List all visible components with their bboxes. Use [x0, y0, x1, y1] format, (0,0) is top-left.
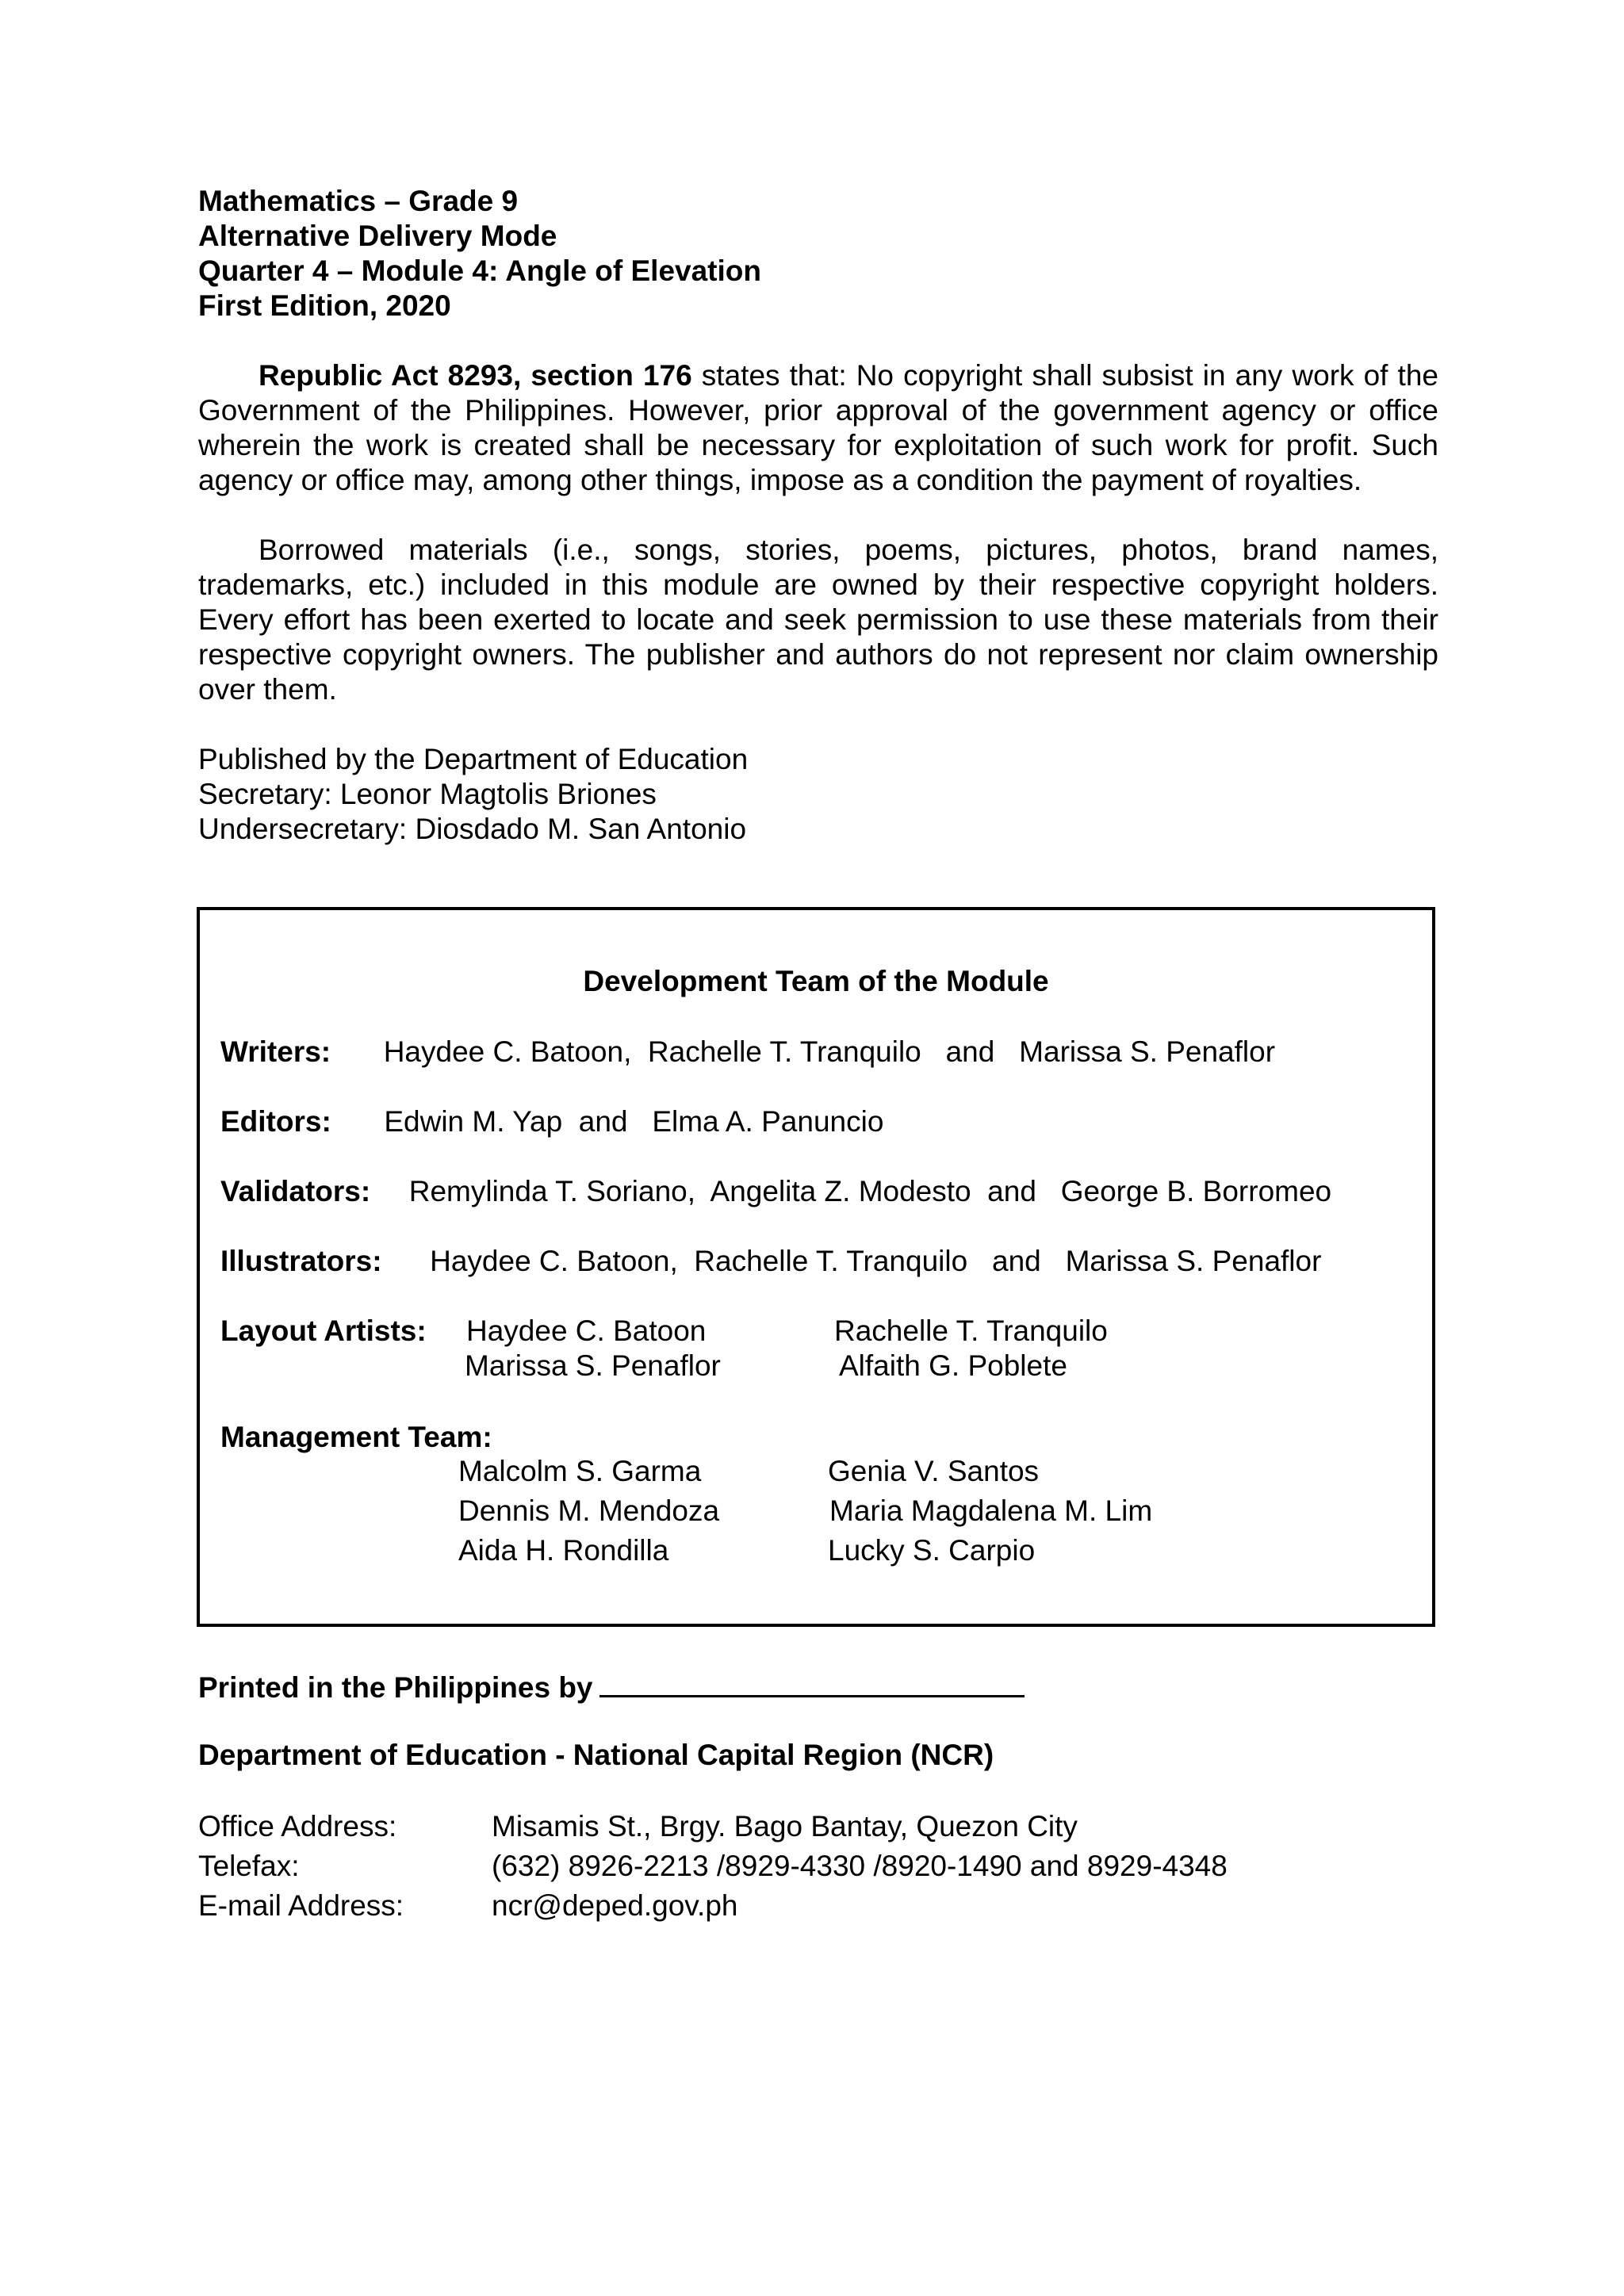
layout-artist: Marissa S. Penaflor	[465, 1349, 721, 1382]
publisher-line: Published by the Department of Education	[198, 743, 749, 775]
email-label: E-mail Address:	[198, 1889, 404, 1922]
validators-label: Validators:	[220, 1175, 371, 1207]
header-module: Quarter 4 – Module 4: Angle of Elevation	[198, 254, 761, 287]
development-team-box	[197, 907, 1435, 1627]
writers-row	[220, 1035, 1275, 1070]
validators-names: Remylinda T. Soriano, Angelita Z. Modesto and George B. Borromeo	[408, 1175, 1332, 1207]
illustrators-names: Haydee C. Batoon, Rachelle T. Tranquilo and Marissa S. Penaflor	[430, 1245, 1322, 1277]
header-subject: Mathematics – Grade 9	[198, 185, 519, 217]
spacer	[198, 498, 1438, 533]
layout-artist: Haydee C. Batoon	[466, 1314, 707, 1347]
office-address-value: Misamis St., Brgy. Bago Bantay, Quezon City	[492, 1810, 1078, 1843]
spacer	[198, 707, 1438, 742]
document-body	[198, 184, 1438, 847]
telefax-row	[198, 1849, 1388, 1888]
printed-by-line	[198, 1668, 1025, 1705]
management-member: Maria Magdalena M. Lim	[829, 1494, 1153, 1527]
illustrators-label: Illustrators:	[220, 1245, 382, 1277]
management-team-label: Management Team:	[220, 1421, 492, 1453]
management-member: Lucky S. Carpio	[828, 1534, 1036, 1567]
ncr-title: Department of Education - National Capital Region (NCR)	[198, 1739, 994, 1771]
management-member: Malcolm S. Garma	[458, 1455, 702, 1487]
copyright-text: states that: No copyright shall subsist in any work of the Government of the Philippines. However, prior approval of the government agency or office wherein the work is created shall be necessary for exploitation of such work for profit. Such agency or office may, among other things, impose as a condition the payment of royalties.	[198, 359, 1438, 496]
layout-artist: Rachelle T. Tranquilo	[834, 1314, 1108, 1347]
header-edition: First Edition, 2020	[198, 289, 451, 322]
telefax-label: Telefax:	[198, 1850, 300, 1882]
writers-label: Writers:	[220, 1035, 331, 1068]
spacer	[198, 323, 1438, 358]
validators-row	[220, 1174, 1331, 1209]
publisher-info	[198, 742, 1438, 847]
printed-by-label: Printed in the Philippines by	[198, 1671, 593, 1704]
layout-artist: Alfaith G. Poblete	[839, 1349, 1067, 1382]
borrowed-paragraph: Borrowed materials (i.e., songs, stories, poems, pictures, photos, brand names, trademarks, etc.) included in this module are owned by their respective copyright holders. Every effort has been exerted to locate and seek permission to use these materials from their respective copyright owners. The publisher and authors do not represent nor claim ownership over them.	[198, 534, 1438, 706]
undersecretary-line: Undersecretary: Diosdado M. San Antonio	[198, 813, 747, 845]
office-address-row	[198, 1809, 1388, 1849]
contact-info	[198, 1809, 1388, 1928]
email-row	[198, 1888, 1388, 1928]
secretary-line: Secretary: Leonor Magtolis Briones	[198, 778, 657, 810]
writers-names: Haydee C. Batoon, Rachelle T. Tranquilo and Marissa S. Penaflor	[383, 1035, 1276, 1068]
management-member: Aida H. Rondilla	[458, 1534, 669, 1567]
office-address-label: Office Address:	[198, 1810, 397, 1843]
email-value: ncr@deped.gov.ph	[492, 1889, 738, 1922]
management-member: Dennis M. Mendoza	[458, 1494, 720, 1527]
copyright-paragraph	[198, 358, 1438, 498]
printed-by-blank	[599, 1668, 1025, 1697]
editors-label: Editors:	[220, 1105, 331, 1138]
editors-names: Edwin M. Yap and Elma A. Panuncio	[384, 1105, 884, 1138]
copyright-lead: Republic Act 8293, section 176	[259, 359, 692, 392]
header-mode: Alternative Delivery Mode	[198, 220, 557, 252]
management-member: Genia V. Santos	[828, 1455, 1040, 1487]
illustrators-row	[220, 1244, 1321, 1279]
module-header	[198, 184, 1438, 323]
editors-row	[220, 1104, 883, 1139]
layout-artists-label: Layout Artists:	[220, 1314, 427, 1347]
telefax-value: (632) 8926-2213 /8929-4330 /8920-1490 and 8929-4348	[492, 1850, 1228, 1882]
team-title: Development Team of the Module	[583, 965, 1049, 997]
